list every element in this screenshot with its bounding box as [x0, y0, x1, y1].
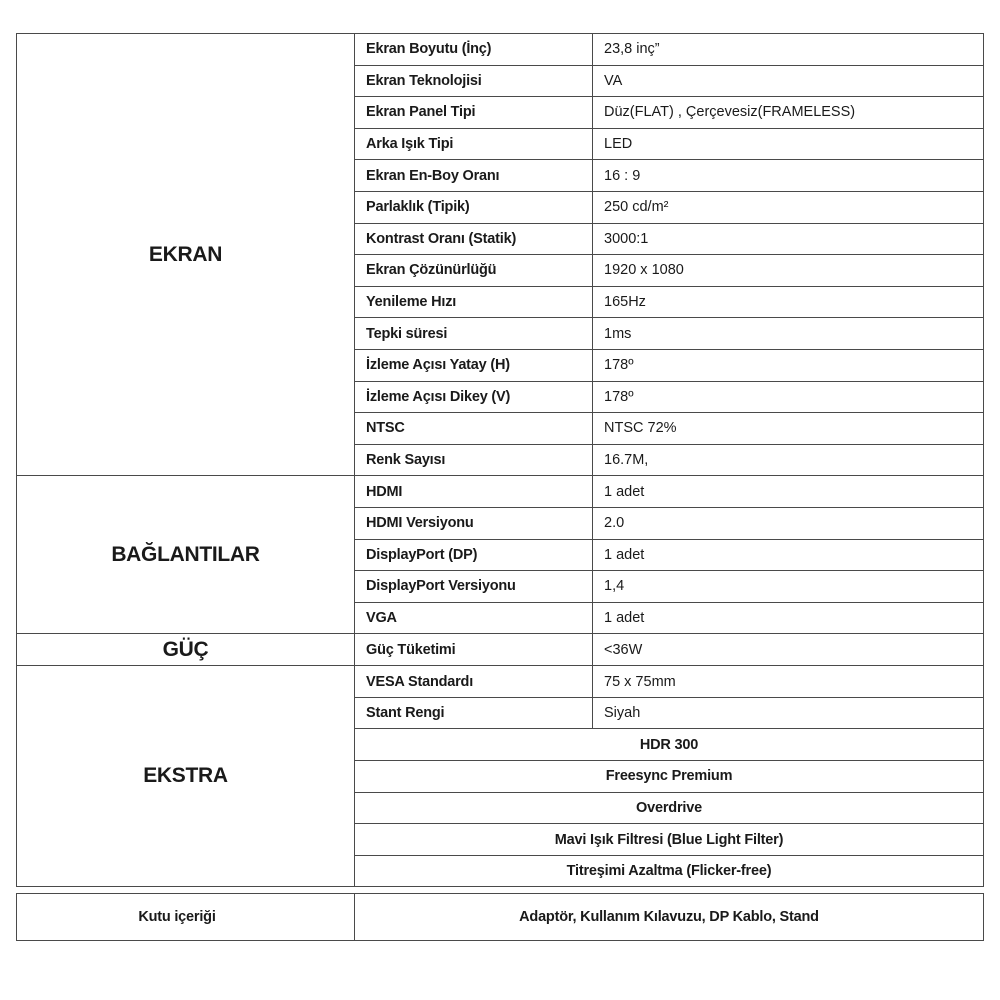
- spec-value: 1ms: [593, 318, 984, 350]
- spec-label: Ekran Boyutu (İnç): [355, 34, 593, 66]
- feature-item: Mavi Işık Filtresi (Blue Light Filter): [355, 824, 984, 856]
- spec-value: VA: [593, 65, 984, 97]
- spec-row: [17, 634, 984, 666]
- spec-value: 16 : 9: [593, 160, 984, 192]
- spec-row: [17, 476, 984, 508]
- spec-value: NTSC 72%: [593, 413, 984, 445]
- spec-value: 178º: [593, 349, 984, 381]
- spec-value: Düz(FLAT) , Çerçevesiz(FRAMELESS): [593, 97, 984, 129]
- spec-value: 3000:1: [593, 223, 984, 255]
- spec-value: 1 adet: [593, 476, 984, 508]
- section-ekstra-title: EKSTRA: [17, 666, 355, 887]
- feature-item: Titreşimi Azaltma (Flicker-free): [355, 855, 984, 887]
- feature-item: HDR 300: [355, 729, 984, 761]
- spec-label: Renk Sayısı: [355, 444, 593, 476]
- feature-item: Freesync Premium: [355, 761, 984, 793]
- spec-label: İzleme Açısı Yatay (H): [355, 349, 593, 381]
- box-contents-value: Adaptör, Kullanım Kılavuzu, DP Kablo, Stand: [355, 894, 984, 941]
- spec-label: Stant Rengi: [355, 697, 593, 729]
- feature-item: Overdrive: [355, 792, 984, 824]
- spec-label: Ekran Teknolojisi: [355, 65, 593, 97]
- spec-value: Siyah: [593, 697, 984, 729]
- spec-label: VESA Standardı: [355, 666, 593, 698]
- spec-value: <36W: [593, 634, 984, 666]
- spec-label: HDMI: [355, 476, 593, 508]
- spec-label: Tepki süresi: [355, 318, 593, 350]
- spec-row: [17, 34, 984, 66]
- spec-value: 165Hz: [593, 286, 984, 318]
- section-baglantilar-title: BAĞLANTILAR: [17, 476, 355, 634]
- spec-label: NTSC: [355, 413, 593, 445]
- spec-label: Ekran Panel Tipi: [355, 97, 593, 129]
- spec-label: Güç Tüketimi: [355, 634, 593, 666]
- spec-value: 23,8 inç”: [593, 34, 984, 66]
- spec-value: 1 adet: [593, 539, 984, 571]
- spec-label: Yenileme Hızı: [355, 286, 593, 318]
- spec-label: Ekran En-Boy Oranı: [355, 160, 593, 192]
- spec-label: VGA: [355, 602, 593, 634]
- spec-value: LED: [593, 128, 984, 160]
- spec-label: DisplayPort (DP): [355, 539, 593, 571]
- spec-label: Kontrast Oranı (Statik): [355, 223, 593, 255]
- spec-value: 178º: [593, 381, 984, 413]
- spec-label: Parlaklık (Tipik): [355, 191, 593, 223]
- box-contents-table: [16, 893, 984, 941]
- spec-value: 1 adet: [593, 602, 984, 634]
- spec-value: 1920 x 1080: [593, 255, 984, 287]
- spec-label: DisplayPort Versiyonu: [355, 571, 593, 603]
- spec-value: 1,4: [593, 571, 984, 603]
- spec-value: 16.7M,: [593, 444, 984, 476]
- spec-value: 250 cd/m²: [593, 191, 984, 223]
- spec-label: Ekran Çözünürlüğü: [355, 255, 593, 287]
- section-guc-title: GÜÇ: [17, 634, 355, 666]
- spec-row: [17, 666, 984, 698]
- spec-label: HDMI Versiyonu: [355, 507, 593, 539]
- spec-label: Arka Işık Tipi: [355, 128, 593, 160]
- spec-value: 75 x 75mm: [593, 666, 984, 698]
- spec-value: 2.0: [593, 507, 984, 539]
- box-contents-label: Kutu içeriği: [17, 894, 355, 941]
- spec-label: İzleme Açısı Dikey (V): [355, 381, 593, 413]
- spec-table: [16, 33, 984, 887]
- box-contents-row: [17, 894, 984, 941]
- section-ekran-title: EKRAN: [17, 34, 355, 476]
